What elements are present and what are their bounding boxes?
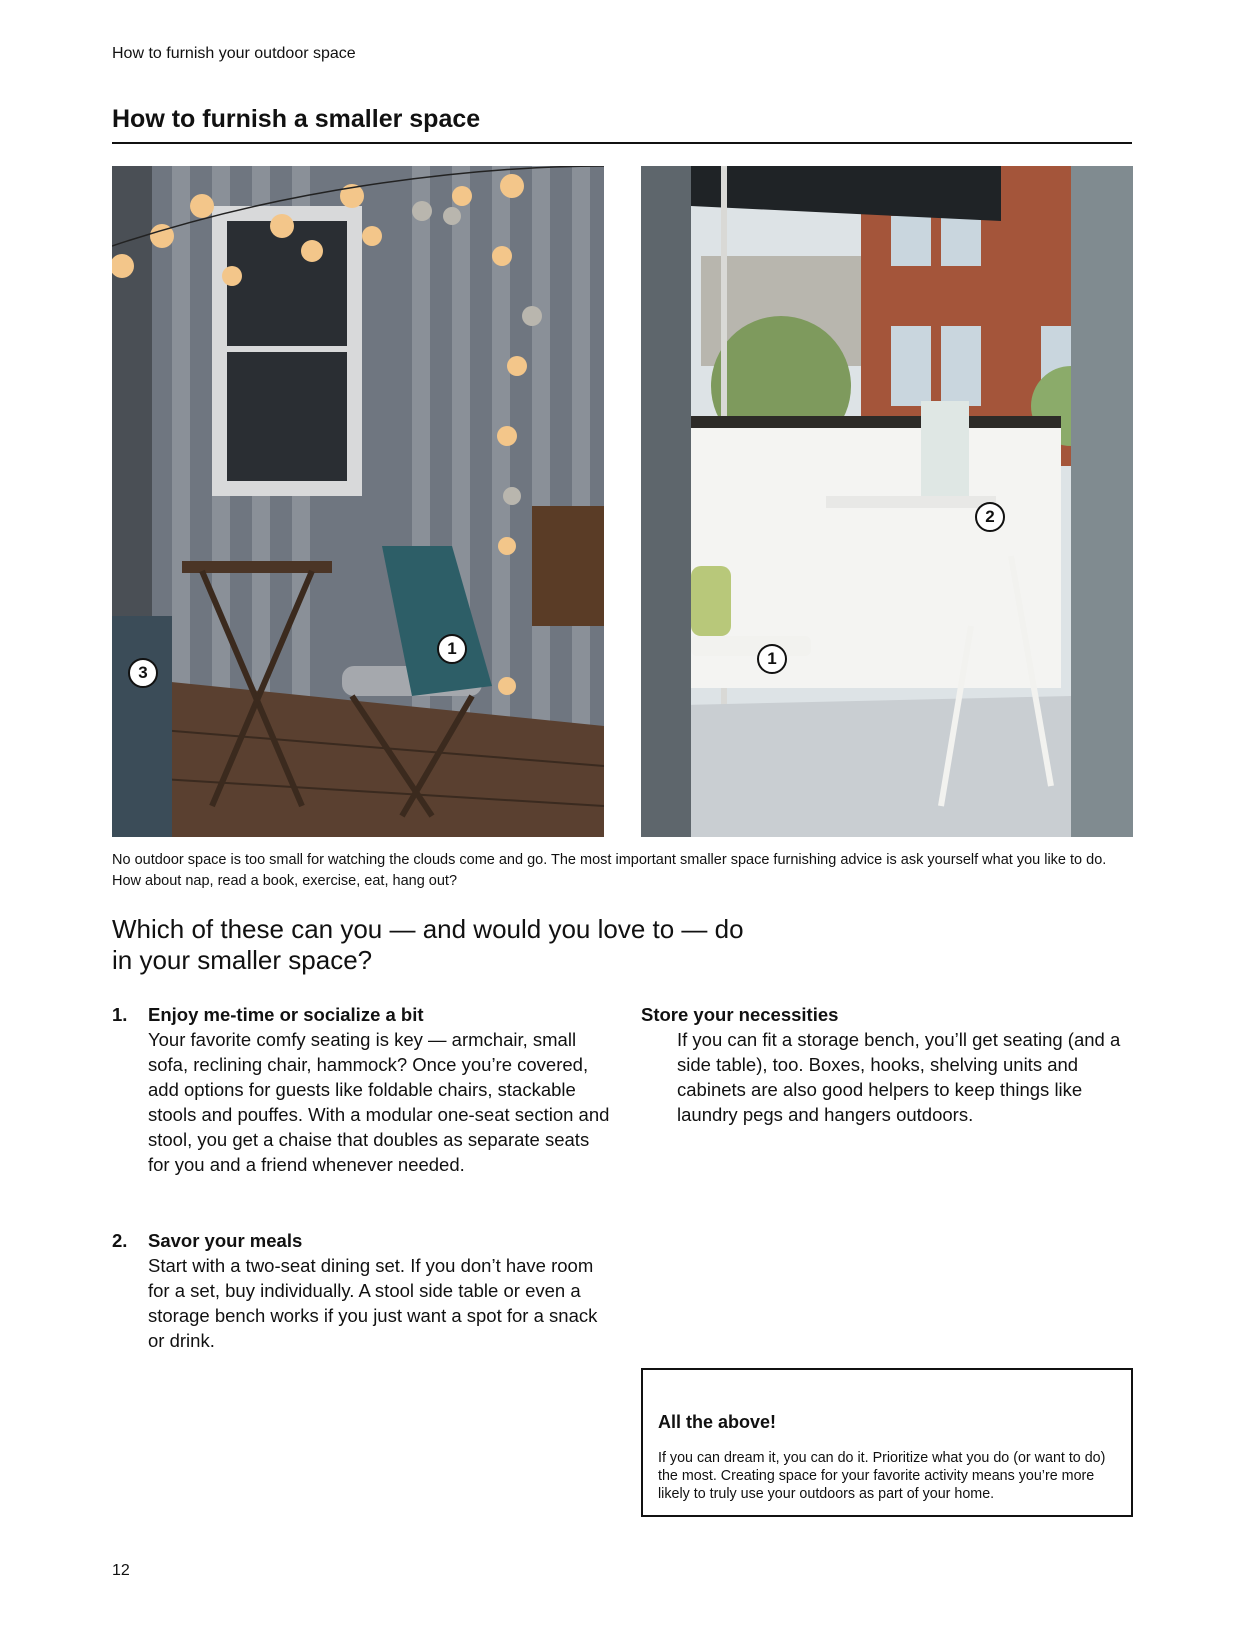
all-the-above-box	[641, 1368, 1133, 1517]
list-item	[112, 1002, 612, 1177]
page-title: How to furnish a smaller space	[112, 105, 481, 133]
list-item-number: 1.	[112, 1004, 128, 1025]
section-question: Which of these can you — and would you love to — do in your smaller space?	[112, 914, 744, 975]
list-item-number: 2.	[112, 1230, 128, 1251]
balcony-evening-photo	[112, 166, 604, 837]
store-heading: Store your necessities	[641, 1004, 839, 1025]
photo-caption: No outdoor space is too small for watching the clouds come and go. The most important smaller space furnishing advice is ask yourself what you like to do. How about nap, read a book, exercise, eat, hang out?	[112, 852, 1107, 889]
box-title: All the above!	[658, 1412, 777, 1432]
title-divider	[112, 142, 1132, 144]
marker-1-right: 1	[757, 644, 787, 674]
list-item	[112, 1228, 612, 1353]
marker-2-right: 2	[975, 502, 1005, 532]
box-text: If you can dream it, you can do it. Prioritize what you do (or want to do) the most. Creating space for your favorite activity means you’re more likely to truly use your outdoors as part of your home.	[658, 1450, 1106, 1502]
section-label: How to furnish your outdoor space	[112, 45, 356, 62]
marker-3-left: 3	[128, 658, 158, 688]
list-item-heading: Savor your meals	[148, 1230, 303, 1251]
store-text: If you can fit a storage bench, you’ll get seating (and a side table), too. Boxes, hooks, shelving units and cabinets are also good helpers to keep things like laundry pegs and hangers outdoors.	[677, 1029, 1121, 1125]
balcony-daytime-photo	[641, 166, 1133, 837]
list-item-text: Your favorite comfy seating is key — armchair, small sofa, reclining chair, hammock? Once you’re covered, add options for guests like foldable chairs, stackable stools and pouffes. With a modular one-seat section and stool, you get a chaise that doubles as separate seats for you and a friend whenever needed.	[148, 1029, 610, 1175]
store-necessities-section	[641, 1002, 1131, 1127]
list-item-text: Start with a two-seat dining set. If you don’t have room for a set, buy individually. A stool side table or even a storage bench works if you just want a spot for a snack or drink.	[148, 1255, 598, 1351]
list-item-heading: Enjoy me-time or socialize a bit	[148, 1004, 424, 1025]
page-number: 12	[112, 1562, 130, 1579]
marker-1-left: 1	[437, 634, 467, 664]
